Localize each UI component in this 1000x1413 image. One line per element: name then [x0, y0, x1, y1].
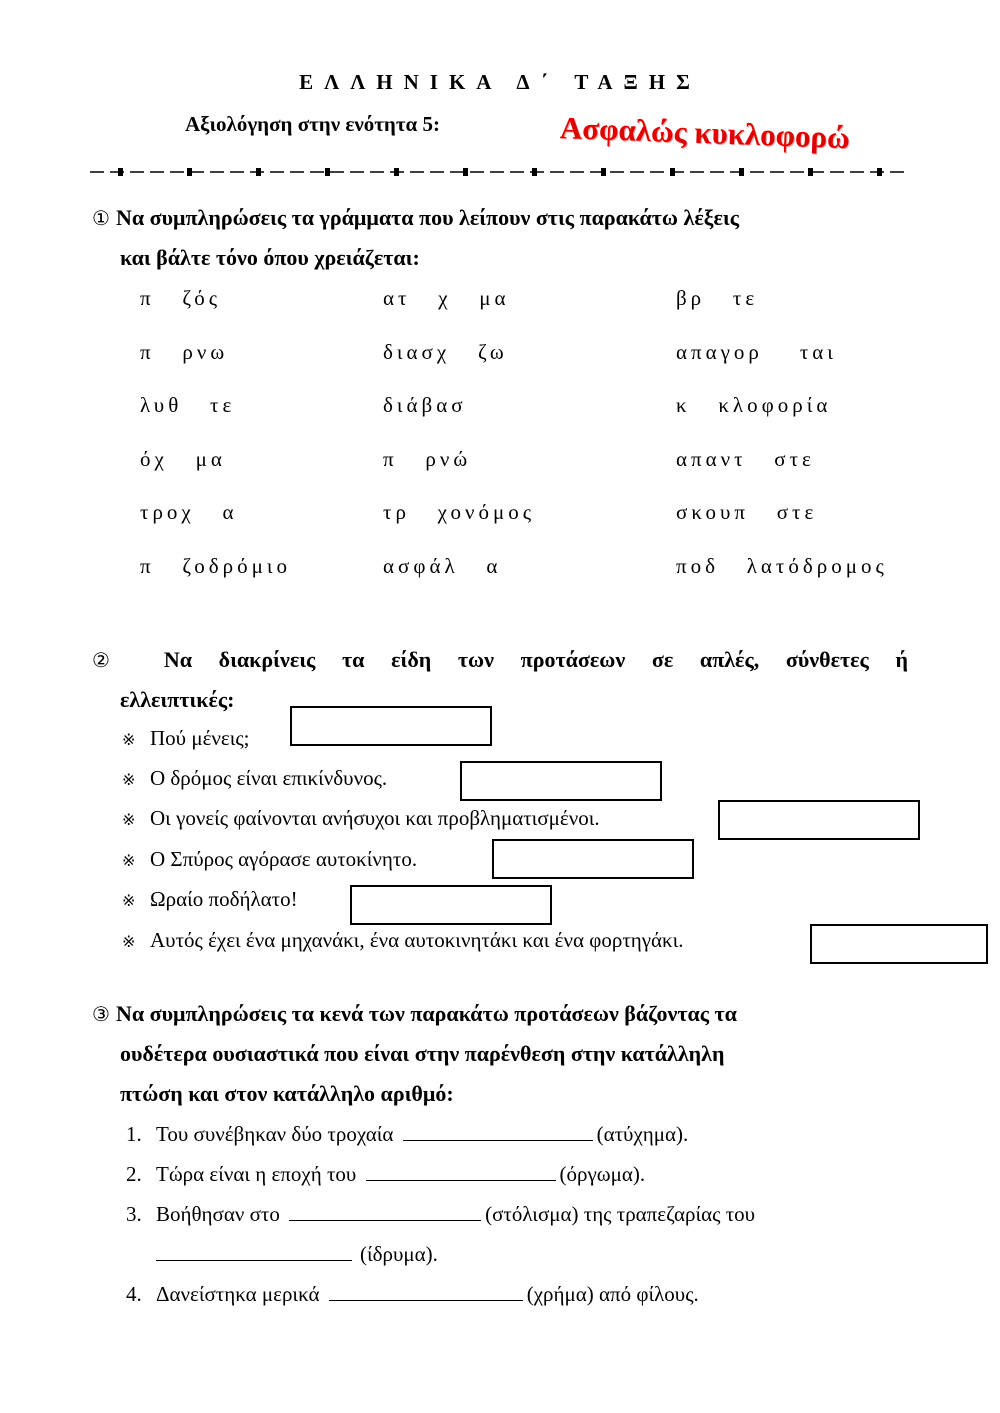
q3-item-3-text: Βοήθησαν στο — [156, 1202, 280, 1226]
q2-answer-box-4[interactable] — [492, 839, 694, 879]
bullet-icon: ※ — [122, 934, 136, 951]
q1-word-13: τροχ α — [140, 500, 238, 524]
q2-answer-box-6[interactable] — [810, 924, 988, 964]
q3-item-3-number: 3. — [126, 1202, 142, 1226]
q3-item-1-hint: (ατύχημα). — [596, 1122, 689, 1146]
q1-word-2: ατ χ μα — [383, 286, 510, 310]
q3-item-3 — [126, 1202, 755, 1227]
q1-word-9: κ κλοφορία — [676, 393, 832, 417]
q2-answer-box-1[interactable] — [290, 706, 492, 746]
worksheet-title: ΕΛΛΗΝΙΚΑ Δ΄ ΤΑΞΗΣ — [299, 70, 701, 94]
q2-instruction-line2: ελλειπτικές: — [120, 687, 235, 712]
q1-word-3: βρ τε — [676, 286, 759, 310]
q1-word-17: ασφάλ α — [383, 554, 502, 578]
q1-word-12: απαντ στε — [676, 447, 815, 471]
q3-instruction — [92, 994, 737, 1035]
worksheet-subtitle: Αξιολόγηση στην ενότητα 5: — [185, 112, 440, 136]
q2-sentence-5 — [122, 887, 298, 912]
q3-item-4 — [126, 1282, 699, 1307]
q2-answer-box-5[interactable] — [350, 885, 552, 925]
q2-sentence-3 — [122, 806, 600, 831]
q2-answer-box-2[interactable] — [460, 761, 662, 801]
q2-sentence-3-text: Οι γονείς φαίνονται ανήσυχοι και προβληματισμένοι. — [150, 806, 600, 830]
q2-instruction-line1: Να διακρίνεις τα είδη των προτάσεων σε απλές, σύνθετες ή — [163, 647, 909, 672]
decorative-divider — [90, 162, 910, 182]
q1-word-1: π ζός — [140, 286, 222, 310]
bullet-icon: ※ — [122, 893, 136, 910]
q3-item-4-number: 4. — [126, 1282, 142, 1306]
q2-sentence-5-text: Ωραίο ποδήλατο! — [150, 887, 298, 911]
q1-word-7: λυθ τε — [140, 393, 236, 417]
q1-word-15: σκουπ στε — [676, 500, 818, 524]
q3-number: ③ — [92, 1004, 110, 1026]
q3-item-2-blank[interactable] — [366, 1162, 556, 1181]
q3-item-3-continued — [156, 1242, 438, 1267]
q2-sentence-2 — [122, 766, 387, 791]
q3-instruction-line2: ουδέτερα ουσιαστικά που είναι στην παρένθεση στην κατάλληλη — [120, 1041, 725, 1066]
q2-number: ② — [92, 650, 132, 672]
q3-item-1 — [126, 1122, 688, 1147]
q1-word-18: ποδ λατόδρομος — [676, 554, 888, 578]
q2-sentence-4-text: Ο Σπύρος αγόρασε αυτοκίνητο. — [150, 847, 418, 871]
q2-sentence-1-text: Πού μένεις; — [150, 726, 250, 750]
q3-item-4-hint: (χρήμα) από φίλους. — [526, 1282, 699, 1306]
q3-item-3-blank-1[interactable] — [289, 1202, 481, 1221]
q2-sentence-4 — [122, 847, 417, 872]
q1-word-14: τρ χονόμος — [383, 500, 536, 524]
q3-item-2-text: Τώρα είναι η εποχή του — [156, 1162, 357, 1186]
q1-instruction-line2: και βάλτε τόνο όπου χρειάζεται: — [120, 245, 420, 270]
q1-word-11: π ρνώ — [383, 447, 472, 471]
q3-item-3-hint-1: (στόλισμα) της τραπεζαρίας του — [485, 1202, 756, 1226]
q2-answer-box-3[interactable] — [718, 800, 920, 840]
q1-word-16: π ζοδρόμιο — [140, 554, 292, 578]
q2-sentence-2-text: Ο δρόμος είναι επικίνδυνος. — [150, 766, 388, 790]
q3-item-2-number: 2. — [126, 1162, 142, 1186]
bullet-icon: ※ — [122, 853, 136, 870]
q3-item-1-number: 1. — [126, 1122, 142, 1146]
q3-item-3-blank-2[interactable] — [156, 1242, 352, 1261]
unit-topic: Ασφαλώς κυκλοφορώ — [559, 110, 851, 156]
q2-sentence-1 — [122, 726, 250, 751]
bullet-icon: ※ — [122, 772, 136, 789]
q1-instruction — [92, 198, 912, 239]
q3-item-1-blank[interactable] — [403, 1122, 593, 1141]
q1-word-8: διάβασ — [383, 393, 467, 417]
q3-item-3-hint-2: (ίδρυμα). — [360, 1242, 438, 1266]
q1-word-6: απαγορ ται — [676, 340, 837, 364]
q1-word-5: διασχ ζω — [383, 340, 508, 364]
q1-instruction-line1: Να συμπληρώσεις τα γράμματα που λείπουν στις παρακάτω λέξεις — [115, 205, 740, 230]
bullet-icon: ※ — [122, 732, 136, 749]
q3-instruction-line3: πτώση και στον κατάλληλο αριθμό: — [120, 1081, 454, 1106]
q1-word-10: όχ μα — [140, 447, 226, 471]
bullet-icon: ※ — [122, 812, 136, 829]
q3-instruction-line1: Να συμπληρώσεις τα κενά των παρακάτω προτάσεων βάζοντας τα — [115, 1001, 737, 1026]
q1-word-4: π ρνω — [140, 340, 229, 364]
q2-instruction — [92, 640, 908, 681]
q2-sentence-6 — [122, 928, 684, 953]
q3-item-4-text: Δανείστηκα μερικά — [156, 1282, 320, 1306]
q2-sentence-6-text: Αυτός έχει ένα μηχανάκι, ένα αυτοκινητάκι και ένα φορτηγάκι. — [150, 928, 684, 952]
q3-item-2-hint: (όργωμα). — [559, 1162, 646, 1186]
q3-item-4-blank[interactable] — [329, 1282, 523, 1301]
q3-item-2 — [126, 1162, 645, 1187]
q1-number: ① — [92, 208, 110, 230]
q3-item-1-text: Του συνέβηκαν δύο τροχαία — [156, 1122, 394, 1146]
